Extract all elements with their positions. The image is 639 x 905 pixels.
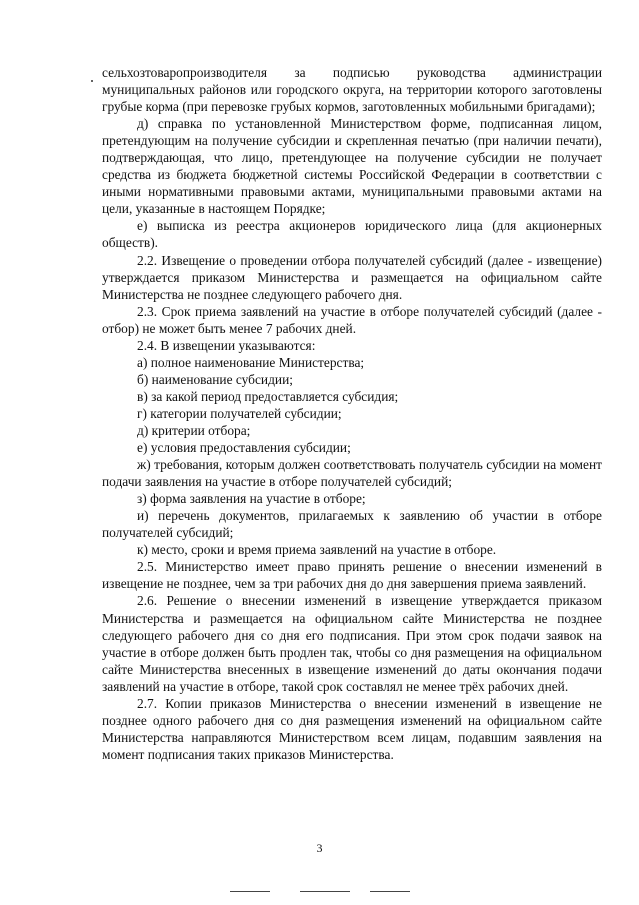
paragraph: б) наименование субсидии;	[137, 371, 293, 387]
page-number: 3	[316, 841, 323, 855]
paragraph: 2.2. Извещение о проведении отбора получателей субсидий (далее - извещение) утверждается приказом Министерства и размещается на официальном сайте Министерства не позднее следующего рабочего дня.	[102, 252, 602, 302]
document-body	[102, 64, 602, 763]
paragraph: ж) требования, которым должен соответствовать получатель субсидии на момент подачи заявления на участие в отборе получателей субсидий;	[102, 457, 602, 490]
paragraph: 2.7. Копии приказов Министерства о внесении изменений в извещение не позднее одного рабочего дня со дня размещения изменений на официальном сайте Министерства направляются Министерством всем лицам, подавшим заявления на момент подписания таких приказов Министерства.	[102, 695, 602, 762]
paragraph: сельхозтоваропроизводителя за подписью руководства администрации муниципальных районов или городского округа, на территории которого заготовлены грубые корма (при перевозке грубых кормов, заготовленных мобильными бригадами);	[102, 65, 602, 115]
paragraph: д) критерии отбора;	[137, 422, 251, 438]
paragraph: в) за какой период предоставляется субсидия;	[137, 388, 399, 404]
scan-artifact-line	[370, 891, 410, 892]
paragraph: к) место, сроки и время приема заявлений на участие в отборе.	[137, 542, 497, 558]
scan-artifact-line	[230, 891, 270, 892]
paragraph: г) категории получателей субсидии;	[137, 405, 342, 421]
paragraph: е) выписка из реестра акционеров юридического лица (для акционерных обществ).	[102, 218, 602, 251]
paragraph: 2.5. Министерство имеет право принять решение о внесении изменений в извещение не позднее, чем за три рабочих дня до дня завершения приема заявлений.	[102, 559, 602, 592]
scan-speck	[91, 80, 93, 82]
paragraph: 2.3. Срок приема заявлений на участие в отборе получателей субсидий (далее - отбор) не может быть менее 7 рабочих дней.	[102, 303, 602, 336]
paragraph: д) справка по установленной Министерством форме, подписанная лицом, претендующим на получение субсидии и скрепленная печатью (при наличии печати), подтверждающая, что лицо, претендующее на получение субсидии не получает средства из бюджета бюджетной системы Российской Федерации в соответствии с иными нормативными правовыми актами, муниципальными правовыми актами на цели, указанные в настоящем Порядке;	[102, 116, 602, 217]
paragraph: з) форма заявления на участие в отборе;	[137, 491, 366, 507]
paragraph: е) условия предоставления субсидии;	[137, 440, 351, 456]
paragraph: и) перечень документов, прилагаемых к заявлению об участии в отборе получателей субсидий;	[102, 508, 602, 541]
scan-artifact-line	[300, 891, 350, 892]
paragraph: а) полное наименование Министерства;	[137, 354, 365, 370]
paragraph: 2.6. Решение о внесении изменений в извещение утверждается приказом Министерства и размещается на официальном сайте Министерства не позднее следующего рабочего дня со дня его подписания. При этом срок подачи заявок на участие в отборе должен быть продлен так, чтобы со дня размещения на официальном сайте Министерства внесенных в извещение изменений до даты окончания подачи заявлений на участие в отборе, такой срок составлял не менее трёх рабочих дней.	[102, 593, 602, 694]
paragraph: 2.4. В извещении указываются:	[137, 337, 316, 353]
